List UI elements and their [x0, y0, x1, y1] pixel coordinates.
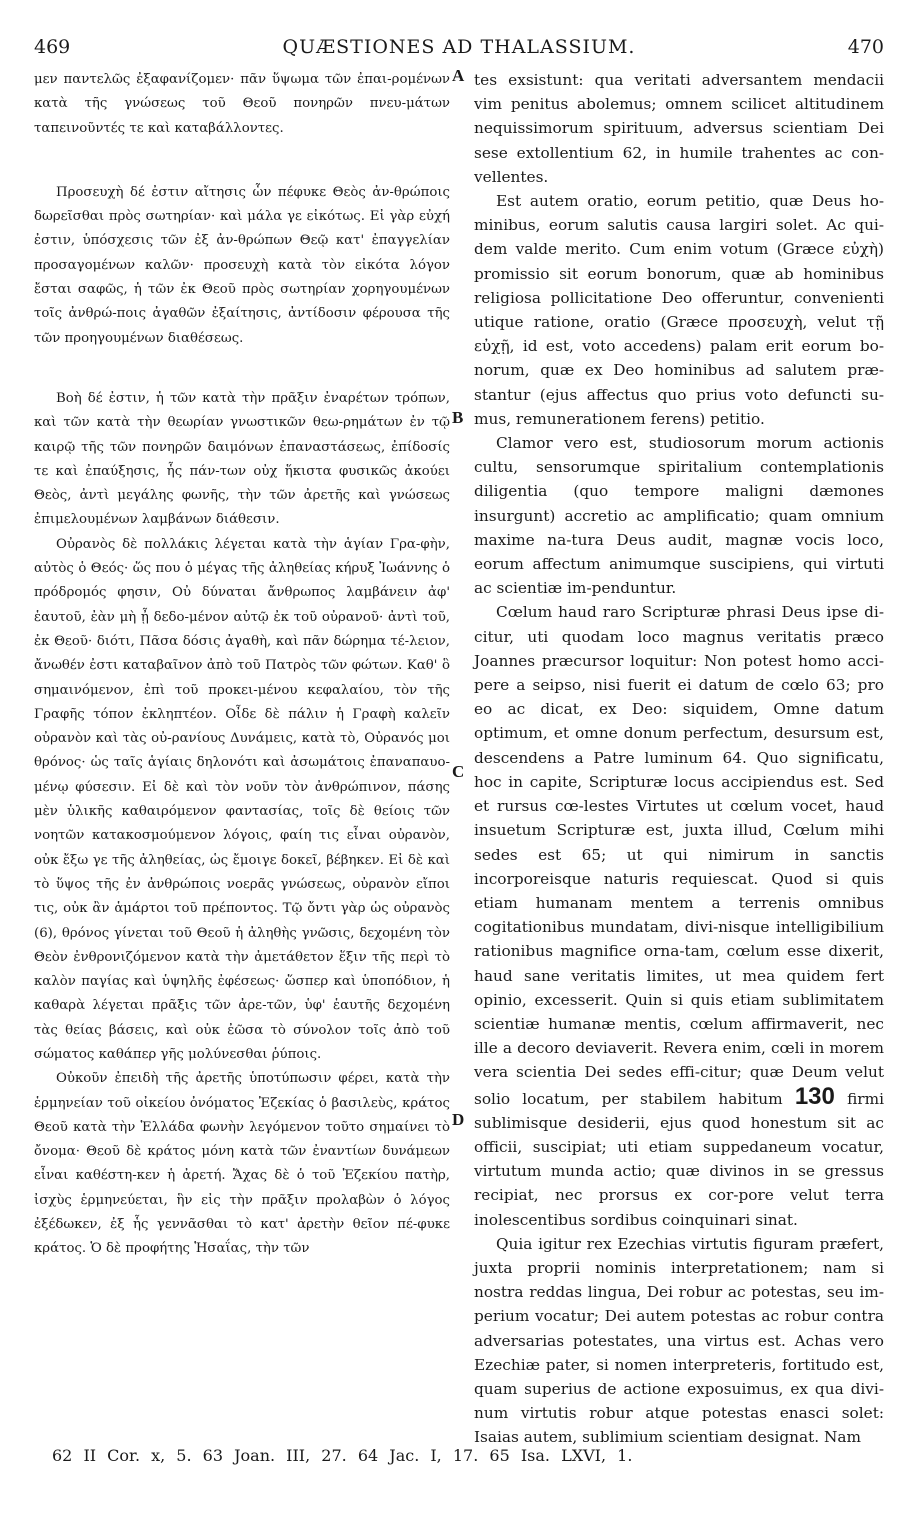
page-number-left: 469 [34, 36, 71, 58]
latin-paragraph-1: tes exsistunt: qua veritati adversantem mendacii vim penitus abolemus; omnem scilicet altitudinem nequissimorum spirituum, adversus scientiam Dei sese extollentium 62, in humile trahentes ac con-vellentes. [474, 71, 884, 186]
margin-marker-c: C [452, 762, 465, 781]
margin-marker-a: A [452, 66, 465, 85]
latin-paragraph-5: Quia igitur rex Ezechias virtutis figuram præfert, juxta proprii nominis interpretationem; nam si nostra reddas lingua, Dei robur ac potestas, seu im-perium vocatur; Dei autem potestas ac robur contra adversarias potestates, una virtus est. Achas vero Ezechiæ pater, si nomen interpreteris, fortitudo est, quam superius de actione exposuimus, ex qua divi-num virtutis robur atque potestas enasci solet: Isaias autem, sublimium scientiam designat. Nam [474, 1234, 884, 1447]
footnotes: 62 II Cor. x, 5. 63 Joan. III, 27. 64 Jac. I, 17. 65 Isa. LXVI, 1. [52, 1446, 633, 1465]
latin-paragraph-4 [474, 600, 884, 1231]
latin-column [474, 68, 884, 1450]
latin-paragraph-4-text: Cœlum haud raro Scripturæ phrasi Deus ipse di-citur, uti quodam loco magnus veritatis præco Joannes præcursor loquitur: Non potest homo acci-pere a seipso, nisi fuerit ei datum de cœlo 63; pro eo ac dicat, ex Deo: siquidem, Omne datum optimum, et omne donum perfectum, desursum est, descendens a Patre luminum 64. Quo significatu, hoc in capite, Scripturæ locus accipiendus est. Sed et rursus cœ-lestes Virtutes ut cœlum vocet, haud insuetum Scripturæ est, juxta illud, Cœlum mihi sedes est 65; ut qui nimirum in sanctis incorporeisque naturis requiescat. Quod si quis etiam humanam mentem a terrenis omnibus cogitationibus mundatam, divi-nisque intelligibilium rationibus magnifice orna-tam, cœlum esse dixerit, haud sane veritatis limites, ut mea quidem fert opinio, excesserit. Quin si quis etiam sublimitatem scientiæ humanæ mentis, cœlum affirmaverit, nec ille a decoro deviaverit. Revera enim, cœli in morem vera scientia Dei sedes effi-citur; quæ Deum velut solio locatum, per stabilem habitum [474, 603, 884, 1108]
latin-paragraph-4-rest: firmi sublimisque desiderii, ejus quod honestum sit ac officii, suscipiat; uti etiam suppedaneum vocatur, virtutum munda actio; quæ divinos in se gressus recipiat, nec prorsus ex cor-pore velut terra inolescentibus sordibus coinquinari sinat. [474, 1089, 884, 1229]
greek-paragraph-5: Οὐκοῦν ἐπειδὴ τῆς ἀρετῆς ὑποτύπωσιν φέρει, κατὰ τὴν ἑρμηνείαν τοῦ οἰκείου ὀνόματος Ἐζεκίας ὁ βασιλεὺς, κράτος Θεοῦ κατὰ τὴν Ἑλλάδα φωνὴν λεγόμενον τοῦτο σημαίνει τὸ ὄνομα· Θεοῦ δὲ κράτος μόνη κατὰ τῶν ἐναντίων δυνάμεων εἶναι καθέστη-κεν ἡ ἀρετή. Ἄχας δὲ ὁ τοῦ Ἐζεκίου πατὴρ, ἰσχὺς ἑρμηνεύεται, ἣν εἰς τὴν πρᾶξιν προλαβὼν ὁ λόγος ἐξέδωκεν, ἐξ ἧς γεννᾶσθαι τὸ κατ' ἀρετὴν θεῖον πέ-φυκε κράτος. Ὁ δὲ προφήτης Ἡσαΐας, τὴν τῶν [34, 1071, 450, 1257]
greek-column [34, 68, 450, 1262]
page-number-right: 470 [847, 36, 884, 58]
greek-paragraph-4: Οὐρανὸς δὲ πολλάκις λέγεται κατὰ τὴν ἁγίαν Γρα-φὴν, αὐτὸς ὁ Θεός· ὥς που ὁ μέγας τῆς ἀληθείας κήρυξ Ἰωάννης ὁ πρόδρομός φησιν, Οὐ δύναται ἄνθρωπος λαμβάνειν ἀφ' ἑαυτοῦ, ἐὰν μὴ ᾖ δεδο-μένον αὐτῷ ἐκ τοῦ οὐρανοῦ· ἀντὶ τοῦ, ἐκ Θεοῦ· διότι, Πᾶσα δόσις ἀγαθὴ, καὶ πᾶν δώρημα τέ-λειον, ἄνωθέν ἐστι καταβαῖνον ἀπὸ τοῦ Πατρὸς τῶν φώτων. Καθ' ὃ σημαινόμενον, ἐπὶ τοῦ προκει-μένου κεφαλαίου, τὸν τῆς Γραφῆς τόπον ἐκληπτέον. Οἶδε δὲ πάλιν ἡ Γραφὴ καλεῖν οὐρανὸν καὶ τὰς οὐ-ρανίους Δυνάμεις, κατὰ τὸ, Οὐρανός μοι θρόνος· ὡς ταῖς ἁγίαις δηλονότι καὶ ἀσωμάτοις ἐπαναπαυο-μένῳ φύσεσιν. Εἰ δὲ καὶ τὸν νοῦν τὸν ἀνθρώπινον, πάσης μὲν ὑλικῆς καθαιρόμενον φαντασίας, τοῖς δὲ θείοις τῶν νοητῶν κατακοσμούμενον λόγοις, φαίη τις εἶναι οὐρανὸν, οὐκ ἔξω γε τῆς ἀληθείας, ὡς ἔμοιγε δοκεῖ, βέβηκεν. Εἰ δὲ καὶ τὸ ὕψος τῆς ἐν ἀνθρώποις νοερᾶς γνώσεως, οὐρανὸν εἴποι τις, οὐκ ἂν ἁμάρτοι τοῦ πρέποντος. Τῷ ὄντι γὰρ ὡς οὐρανὸς (6), θρόνος γίνεται τοῦ Θεοῦ ἡ ἀληθὴς γνῶσις, δεχομένη τὸν Θεὸν ἐνθρονιζόμενον κατὰ τὴν ἀμετάθετον ἕξιν τῆς περὶ τὸ καλὸν παγίας καὶ ὑψηλῆς ἐφέσεως· ὥσπερ καὶ ὑποπόδιον, ἡ καθαρὰ λέγεται πρᾶξις τῶν ἀρε-τῶν, ὑφ' ἑαυτῆς δεχομένη τὰς θείας βάσεις, καὶ οὐκ ἐῶσα τὸ σύνολον τοῖς ἀπὸ τοῦ σώματος καθάπερ γῆς μολύνεσθαι ῥύποις. [34, 536, 450, 1062]
column-number-marker: 130 [794, 1082, 835, 1110]
running-header [34, 36, 884, 66]
greek-paragraph-1: μεν παντελῶς ἐξαφανίζομεν· πᾶν ὕψωμα τῶν ἐπαι-ρομένων κατὰ τῆς γνώσεως τοῦ Θεοῦ πονηρῶν πνευ-μάτων ταπεινοῦντές τε καὶ καταβάλλοντες. [34, 72, 450, 136]
latin-paragraph-2: Est autem oratio, eorum petitio, quæ Deus ho-minibus, eorum salutis causa largiri solet. Ac qui-dem valde merito. Cum enim votum (Græce εὐχὴ) promissio sit eorum bonorum, quæ ab hominibus religiosa pollicitatione Deo offeruntur, convenienti utique ratione, oratio (Græce προσευχὴ, velut τῇ εὐχῇ, id est, voto accedens) palam erit eorum bo-norum, quæ ex Deo hominibus ad salutem præ-stantur (ejus affectus quo prius voto defuncti su-mus, remunerationem ferens) petitio. [474, 192, 884, 428]
margin-marker-d: D [452, 1110, 465, 1129]
latin-paragraph-3: Clamor vero est, studiosorum morum actionis cultu, sensorumque spiritalium contemplationis diligentia (quo tempore maligni dæmones insurgunt) accretio ac amplificatio; quam omnium maxime na-tura Deus audit, magnæ vocis loco, eorum affectum animumque suscipiens, qui virtuti ac scientiæ im-penduntur. [474, 434, 884, 598]
greek-paragraph-3: Βοὴ δέ ἐστιν, ἡ τῶν κατὰ τὴν πρᾶξιν ἐναρέτων τρόπων, καὶ τῶν κατὰ τὴν θεωρίαν γνωστικῶν θεω-ρημάτων ἐν τῷ καιρῷ τῆς τῶν πονηρῶν δαιμόνων ἐπαναστάσεως, ἐπίδοσίς τε καὶ ἐπαύξησις, ἧς πάν-των οὐχ ἥκιστα φυσικῶς ἀκούει Θεὸς, ἀντὶ μεγάλης φωνῆς, τὴν τῶν ἀρετῆς καὶ γνώσεως ἐπιμελουμένων λαμβάνων διάθεσιν. [34, 390, 450, 528]
margin-marker-b: B [452, 408, 464, 427]
running-title: QUÆSTIONES AD THALASSIUM. [282, 36, 636, 58]
greek-paragraph-2: Προσευχὴ δέ ἐστιν αἴτησις ὧν πέφυκε Θεὸς ἀν-θρώποις δωρεῖσθαι πρὸς σωτηρίαν· καὶ μάλα γε εἰκότως. Εἰ γὰρ εὐχή ἐστιν, ὑπόσχεσις τῶν ἐξ ἀν-θρώπων Θεῷ κατ' ἐπαγγελίαν προσαγομένων καλῶν· προσευχὴ κατὰ τὸν εἰκότα λόγον ἔσται σαφῶς, ἡ τῶν ἐκ Θεοῦ πρὸς σωτηρίαν χορηγουμένων τοῖς ἀνθρώ-ποις ἀγαθῶν ἐξαίτησις, ἀντίδοσιν φέρουσα τῆς τῶν προηγουμένων διαθέσεως. [34, 184, 450, 346]
